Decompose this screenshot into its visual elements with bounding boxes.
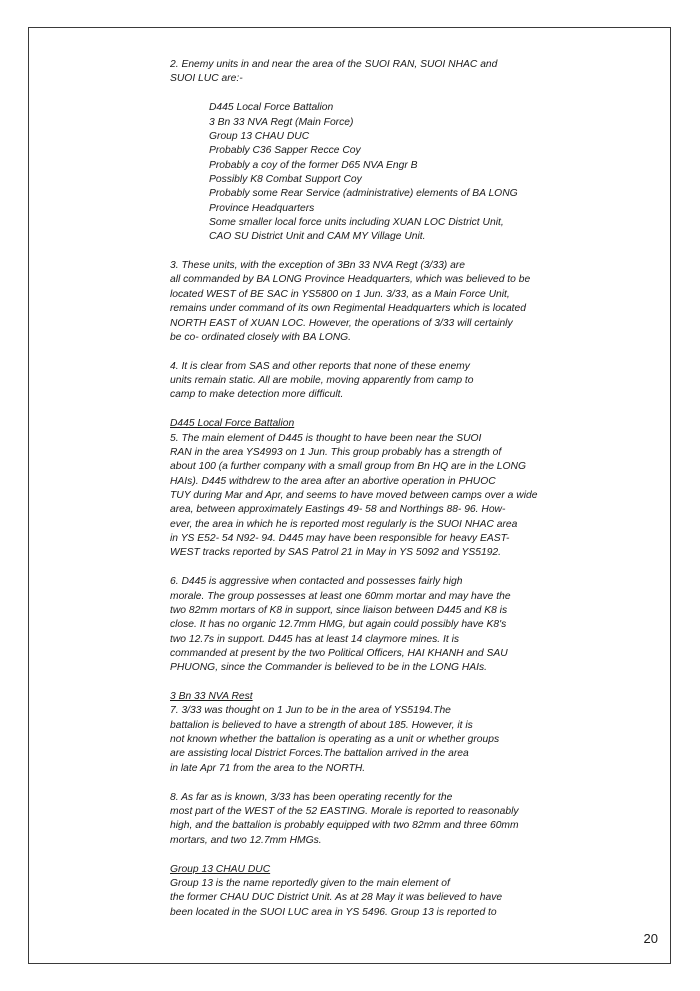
text-line: camp to make detection more difficult.: [170, 389, 344, 401]
text-line: RAN in the area YS4993 on 1 Jun. This group probably has a strength of: [170, 446, 502, 458]
list-item: 3 Bn 33 NVA Regt (Main Force): [209, 116, 354, 128]
text-line: morale. The group possesses at least one 60mm mortar and may have the: [170, 590, 511, 602]
text-line: 8. As far as is known, 3/33 has been operating recently for the: [170, 791, 453, 803]
section-d445: [170, 417, 590, 675]
list-item: Probably C36 Sapper Recce Coy: [209, 145, 361, 157]
list-item: Some smaller local force units including XUAN LOC District Unit,: [209, 216, 504, 228]
list-item: CAO SU District Unit and CAM MY Village Unit.: [209, 231, 426, 243]
text-line: area, between approximately Eastings 49- 58 and Northings 88- 96. How-: [170, 504, 506, 516]
text-line: HAIs). D445 withdrew to the area after an abortive operation in PHUOC: [170, 475, 496, 487]
text-line: NORTH EAST of XUAN LOC. However, the operations of 3/33 will certainly: [170, 317, 513, 329]
text-line: all commanded by BA LONG Province Headquarters, which was believed to be: [170, 274, 531, 286]
text-line: two 12.7s in support. D445 has at least 14 claymore mines. It is: [170, 633, 460, 645]
text-line: PHUONG, since the Commander is believed to be in the LONG HAIs.: [170, 662, 488, 674]
text-line: 2. Enemy units in and near the area of the SUOI RAN, SUOI NHAC and: [170, 59, 498, 70]
section-heading: D445 Local Force Battalion: [170, 418, 295, 430]
list-item: Province Headquarters: [209, 202, 315, 214]
text-line: 3. These units, with the exception of 3Bn 33 NVA Regt (3/33) are: [170, 260, 465, 272]
text-line: close. It has no organic 12.7mm HMG, but again could possibly have K8's: [170, 619, 507, 631]
text-line: most part of the WEST of the 52 EASTING. Morale is reported to reasonably: [170, 805, 519, 817]
text-line: in YS E52- 54 N92- 94. D445 may have been responsible for heavy EAST-: [170, 532, 510, 544]
text-line: not known whether the battalion is operating as a unit or whether groups: [170, 734, 500, 746]
section-heading: 3 Bn 33 NVA Rest: [170, 691, 253, 703]
text-line: about 100 (a further company with a small group from Bn HQ are in the LONG: [170, 461, 526, 473]
text-line: mortars, and two 12.7mm HMGs.: [170, 834, 322, 846]
list-item: Group 13 CHAU DUC: [209, 130, 310, 142]
text-line: remains under command of its own Regimental Headquarters which is located: [170, 303, 526, 315]
text-line: battalion is believed to have a strength of about 185. However, it is: [170, 719, 473, 731]
text-line: be co- ordinated closely with BA LONG.: [170, 331, 352, 343]
text-line: WEST tracks reported by SAS Patrol 21 in May in YS 5092 and YS5192.: [170, 547, 502, 559]
list-item: Probably a coy of the former D65 NVA Engr B: [209, 159, 418, 171]
paragraph-4: [170, 360, 590, 403]
text-line: 4. It is clear from SAS and other reports that none of these enemy: [170, 360, 470, 372]
text-line: the former CHAU DUC District Unit. As at 28 May it was believed to have: [170, 892, 503, 904]
text-line: in late Apr 71 from the area to the NORTH.: [170, 762, 366, 774]
list-item: Probably some Rear Service (administrative) elements of BA LONG: [209, 188, 518, 200]
text-line: commanded at present by the two Political Officers, HAI KHANH and SAU: [170, 647, 508, 659]
text-line: two 82mm mortars of K8 in support, since liaison between D445 and K8 is: [170, 604, 508, 616]
text-line: ever, the area in which he is reported most regularly is the SUOI NHAC area: [170, 518, 518, 530]
list-item: D445 Local Force Battalion: [209, 102, 334, 114]
text-line: units remain static. All are mobile, moving apparently from camp to: [170, 375, 474, 387]
text-line: been located in the SUOI LUC area in YS 5496. Group 13 is reported to: [170, 906, 497, 918]
text-line: located WEST of BE SAC in YS5800 on 1 Jun. 3/33, as a Main Force Unit,: [170, 288, 510, 300]
section-group-13: [170, 863, 590, 920]
text-line: 6. D445 is aggressive when contacted and possesses fairly high: [170, 576, 463, 588]
section-heading: Group 13 CHAU DUC: [170, 863, 271, 875]
document-body: [170, 58, 590, 920]
paragraph-3: [170, 259, 590, 345]
text-line: 7. 3/33 was thought on 1 Jun to be in the area of YS5194.The: [170, 705, 451, 717]
enemy-units-list: [170, 101, 590, 244]
text-line: high, and the battalion is probably equipped with two 82mm and three 60mm: [170, 820, 519, 832]
paragraph-2: [170, 58, 590, 87]
text-line: SUOI LUC are:-: [170, 73, 243, 85]
text-line: TUY during Mar and Apr, and seems to have moved between camps over a wide: [170, 489, 538, 501]
text-line: 5. The main element of D445 is thought to have been near the SUOI: [170, 432, 482, 444]
page-number: 20: [643, 931, 658, 946]
section-3bn-33: [170, 690, 590, 848]
text-line: are assisting local District Forces.The battalion arrived in the area: [170, 748, 469, 760]
text-line: Group 13 is the name reportedly given to the main element of: [170, 877, 450, 889]
list-item: Possibly K8 Combat Support Coy: [209, 173, 362, 185]
